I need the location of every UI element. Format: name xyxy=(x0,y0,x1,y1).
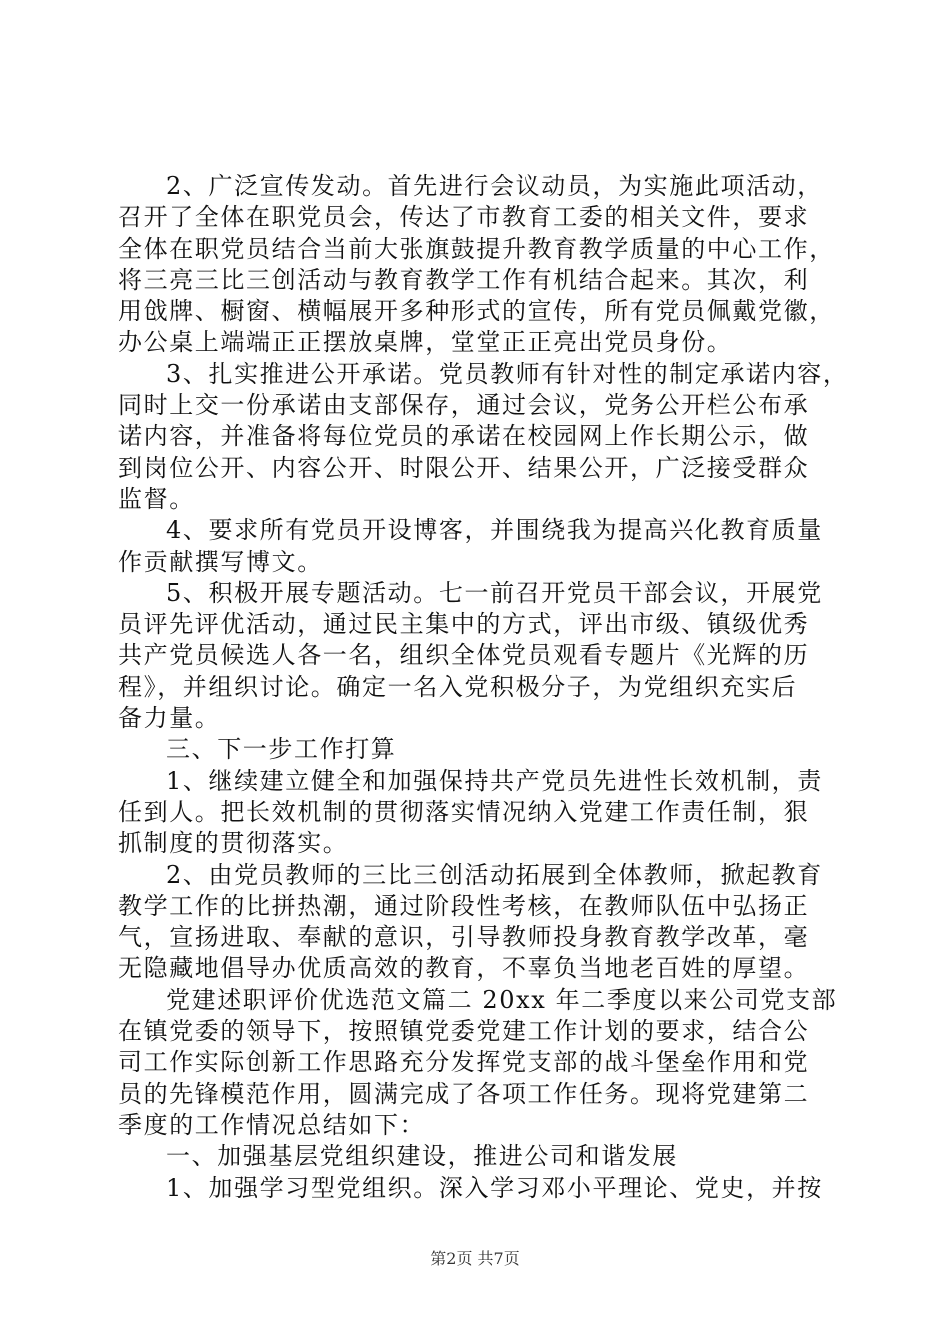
text-line: 任到人。把长效机制的贯彻落实情况纳入党建工作责任制，狠 xyxy=(118,797,810,826)
text-line: 监督。 xyxy=(118,484,195,513)
text-line: 季度的工作情况总结如下： xyxy=(118,1110,426,1139)
text-line: 员评先评优活动，通过民主集中的方式，评出市级、镇级优秀 xyxy=(118,610,810,639)
text-line: 在镇党委的领导下，按照镇党委党建工作计划的要求，结合公 xyxy=(118,1017,810,1046)
text-line: 一、加强基层党组织建设，推进公司和谐发展 xyxy=(166,1142,678,1171)
text-line: 作贡献撰写博文。 xyxy=(118,547,323,576)
text-line: 程》，并组织讨论。确定一名入党积极分子，为党组织充实后 xyxy=(118,672,798,701)
text-line: 党建述职评价优选范文篇二 20xx 年二季度以来公司党支部 xyxy=(166,985,838,1014)
text-line: 教学工作的比拼热潮，通过阶段性考核，在教师队伍中弘扬正 xyxy=(118,891,810,920)
text-line: 无隐藏地倡导办优质高效的教育，不辜负当地老百姓的厚望。 xyxy=(118,954,810,983)
text-line: 三、下一步工作打算 xyxy=(166,735,397,764)
text-line: 员的先锋模范作用，圆满完成了各项工作任务。现将党建第二 xyxy=(118,1079,810,1108)
text-line: 全体在职党员结合当前大张旗鼓提升教育教学质量的中心工作， xyxy=(118,234,835,263)
text-line: 备力量。 xyxy=(118,704,221,733)
text-line: 气，宣扬进取、奉献的意识，引导教师投身教育教学改革，毫 xyxy=(118,923,810,952)
text-line: 办公桌上端端正正摆放桌牌，堂堂正正亮出党员身份。 xyxy=(118,328,733,357)
text-line: 将三亮三比三创活动与教育教学工作有机结合起来。其次，利 xyxy=(118,265,810,294)
text-line: 司工作实际创新工作思路充分发挥党支部的战斗堡垒作用和党 xyxy=(118,1048,810,1077)
text-line: 1、加强学习型党组织。深入学习邓小平理论、党史，并按 xyxy=(166,1173,823,1202)
text-line: 诺内容，并准备将每位党员的承诺在校园网上作长期公示，做 xyxy=(118,422,810,451)
document-body xyxy=(118,171,849,1204)
text-line: 用戗牌、橱窗、横幅展开多种形式的宣传，所有党员佩戴党徽， xyxy=(118,297,835,326)
text-line: 同时上交一份承诺由支部保存，通过会议，党务公开栏公布承 xyxy=(118,391,810,420)
text-line: 4、要求所有党员开设博客，并围绕我为提高兴化教育质量 xyxy=(166,516,823,545)
text-line: 2、广泛宣传发动。首先进行会议动员，为实施此项活动， xyxy=(166,172,823,200)
text-line: 共产党员候选人各一名，组织全体党员观看专题片《光辉的历 xyxy=(118,641,810,670)
text-line: 召开了全体在职党员会，传达了市教育工委的相关文件，要求 xyxy=(118,203,810,232)
page-footer: 第2页 共7页 xyxy=(430,1249,520,1268)
text-line: 抓制度的贯彻落实。 xyxy=(118,829,349,858)
text-line: 1、继续建立健全和加强保持共产党员先进性长效机制，责 xyxy=(166,766,823,795)
text-line: 2、由党员教师的三比三创活动拓展到全体教师，掀起教育 xyxy=(166,860,823,889)
text-line: 3、扎实推进公开承诺。党员教师有针对性的制定承诺内容， xyxy=(166,359,849,388)
text-line: 到岗位公开、内容公开、时限公开、结果公开，广泛接受群众 xyxy=(118,453,810,482)
text-line: 5、积极开展专题活动。七一前召开党员干部会议，开展党 xyxy=(166,578,823,607)
